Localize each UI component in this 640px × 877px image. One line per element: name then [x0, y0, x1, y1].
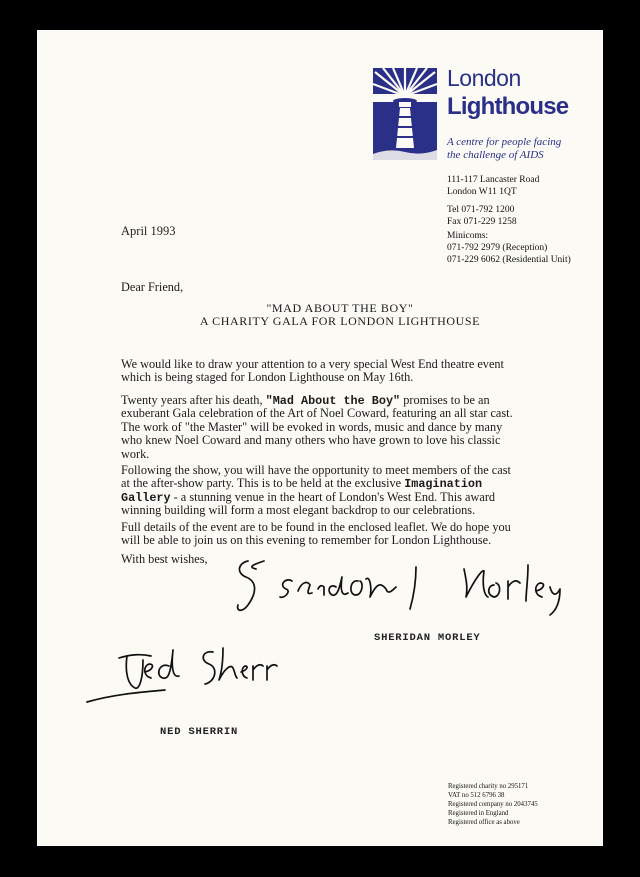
footer-registered-england: Registered in England: [448, 810, 509, 817]
closing: With best wishes,: [121, 552, 208, 566]
signature-ned-sherrin-icon: [85, 640, 285, 710]
letter-date: April 1993: [121, 224, 176, 238]
org-name-line2: Lighthouse: [447, 93, 569, 120]
footer-charity-no: Registered charity no 295171: [448, 783, 529, 790]
address-line2: London W11 1QT: [447, 187, 517, 197]
footer-registered-office: Registered office as above: [448, 819, 520, 826]
footer-vat-no: VAT no 512 6796 38: [448, 792, 505, 799]
minicoms-label: Minicoms:: [447, 231, 489, 241]
minicom-residential: 071-229 6062 (Residential Unit): [447, 255, 571, 265]
org-tagline: A centre for people facing the challenge of AIDS: [447, 136, 562, 161]
paragraph-2: Twenty years after his death, "Mad About the Boy" promises to be an exuberant Gala celebration of the Art of Noel Coward, featuring an all star cast. The work of "the Master" will be evoked in words, music and dance by many who knew Noel Coward and many others who have grown to love his classic work.: [121, 393, 513, 461]
fax-number: Fax 071-229 1258: [447, 217, 517, 227]
salutation: Dear Friend,: [121, 280, 184, 294]
signature-sheridan-morley-icon: [230, 555, 575, 625]
footer-company-no: Registered company no 2043745: [448, 801, 538, 808]
org-name-line1: London: [447, 65, 521, 91]
signatory-2-name: NED SHERRIN: [160, 726, 239, 738]
paragraph-1: We would like to draw your attention to a very special West End theatre event which is being staged for London Lighthouse on May 16th.: [121, 357, 504, 385]
lighthouse-logo-icon: [373, 68, 437, 160]
event-title-line1: "MAD ABOUT THE BOY": [266, 301, 414, 315]
paragraph-4: Full details of the event are to be found in the enclosed leaflet. We do hope you will be able to join us on this evening to remember for London Lighthouse.: [121, 520, 511, 548]
signatory-1-name: SHERIDAN MORLEY: [374, 632, 481, 644]
minicom-reception: 071-792 2979 (Reception): [447, 243, 548, 253]
event-title-line2: A CHARITY GALA FOR LONDON LIGHTHOUSE: [199, 314, 481, 328]
tel-number: Tel 071-792 1200: [447, 205, 515, 215]
address-line1: 111-117 Lancaster Road: [447, 175, 540, 185]
paragraph-3: Following the show, you will have the opportunity to meet members of the cast at the after-show party. This is to be held at the exclusive Imagination Gallery - a stunning venue in the heart of London's West End. This award winning building will form a most elegant backdrop to our celebrations.: [121, 463, 511, 518]
